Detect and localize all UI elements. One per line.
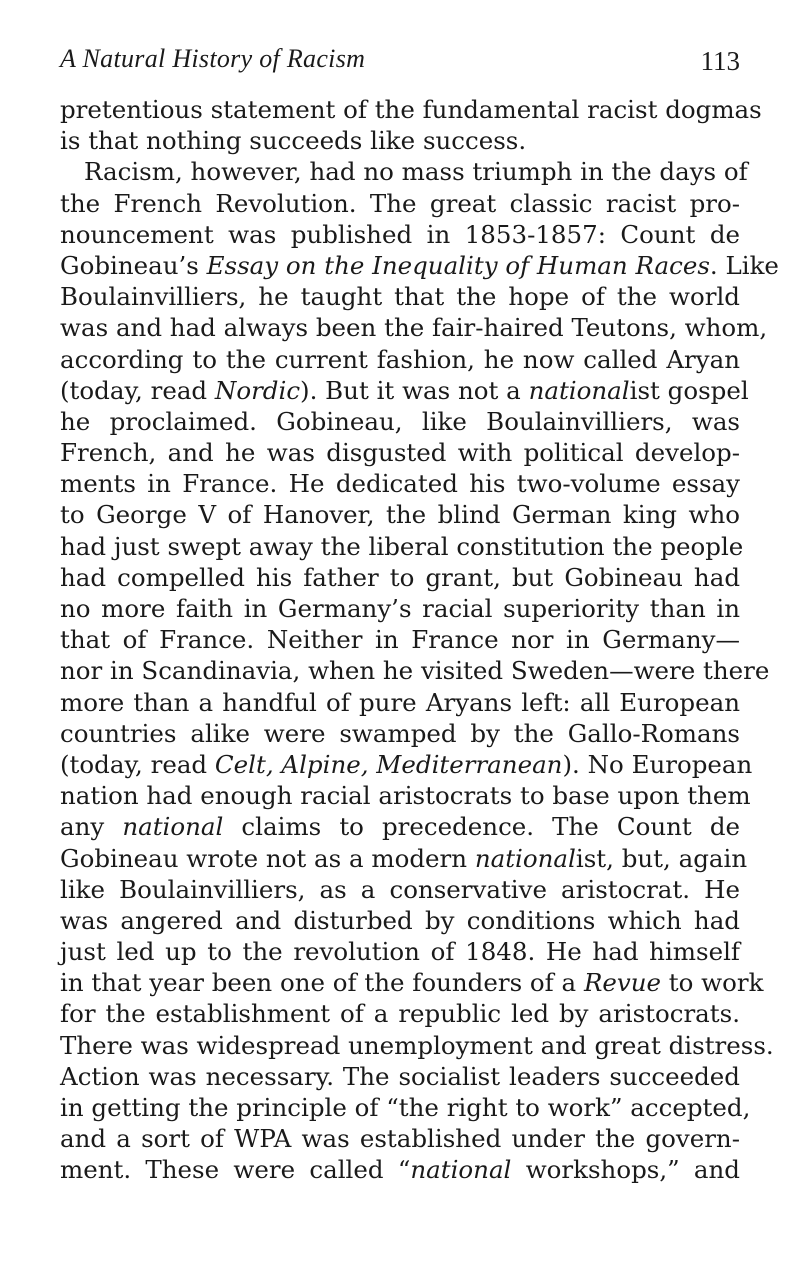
text-line: according to the current fashion, he now called Aryan: [60, 344, 740, 374]
text-line: like Boulainvilliers, as a conservative aristocrat. He: [60, 874, 740, 904]
text-line: Racism, however, had no mass triumph in the days of: [84, 157, 748, 187]
running-head: [60, 44, 740, 94]
text-line: that of France. Neither in France nor in Germany—: [60, 625, 740, 655]
text-line: is that nothing succeeds like success.: [60, 126, 527, 156]
text-line: There was widespread unemployment and great distress.: [60, 1030, 774, 1060]
text-line: in getting the principle of “the right to work” accepted,: [60, 1093, 751, 1122]
text-line: pretentious statement of the fundamental racist dogmas: [60, 95, 762, 124]
text-line: more than a handful of pure Aryans left: all European: [60, 687, 740, 717]
text-line: had compelled his father to grant, but Gobineau had: [60, 562, 740, 592]
text-line: ment. These were called “national workshops,” and: [60, 1155, 740, 1185]
text-line: no more faith in Germany’s racial superiority than in: [60, 594, 740, 623]
text-line: (today, read Nordic). But it was not a nationalist gospel: [60, 375, 749, 405]
text-line: Gobineau wrote not as a modern nationalist, but, again: [60, 843, 748, 873]
text-line: nation had enough racial aristocrats to base upon them: [60, 781, 751, 811]
text-line: ments in France. He dedicated his two-volume essay: [60, 469, 740, 499]
text-line: Boulainvilliers, he taught that the hope of the world: [60, 282, 740, 312]
text-line: in that year been one of the founders of a Revue to work: [60, 968, 764, 998]
text-line: was angered and disturbed by conditions which had: [60, 905, 740, 935]
body-text: [60, 94, 779, 1186]
text-line: and a sort of WPA was established under the govern-: [60, 1124, 740, 1154]
text-line: he proclaimed. Gobineau, like Boulainvilliers, was: [60, 406, 740, 436]
book-page: [60, 44, 779, 1186]
running-head-title: A Natural History of Racism: [60, 44, 366, 73]
text-line: just led up to the revolution of 1848. He had himself: [60, 937, 740, 967]
page-number: 113: [700, 46, 740, 76]
text-line: (today, read Celt, Alpine, Mediterranean). No European: [60, 749, 753, 779]
text-line: was and had always been the fair-haired Teutons, whom,: [60, 313, 768, 343]
text-line: Gobineau’s Essay on the Inequality of Human Races. Like: [60, 250, 779, 280]
text-line: had just swept away the liberal constitution the people: [60, 531, 744, 561]
text-line: for the establishment of a republic led by aristocrats.: [60, 999, 740, 1029]
text-line: to George V of Hanover, the blind German king who: [60, 500, 740, 530]
text-line: nouncement was published in 1853-1857: Count de: [60, 219, 740, 249]
text-line: nor in Scandinavia, when he visited Sweden—were there: [60, 656, 770, 686]
text-line: any national claims to precedence. The Count de: [60, 812, 740, 842]
text-line: Action was necessary. The socialist leaders succeeded: [60, 1061, 740, 1091]
text-line: French, and he was disgusted with political develop-: [60, 438, 740, 468]
text-line: the French Revolution. The great classic racist pro-: [60, 188, 740, 218]
text-line: countries alike were swamped by the Gallo-Romans: [60, 718, 740, 748]
